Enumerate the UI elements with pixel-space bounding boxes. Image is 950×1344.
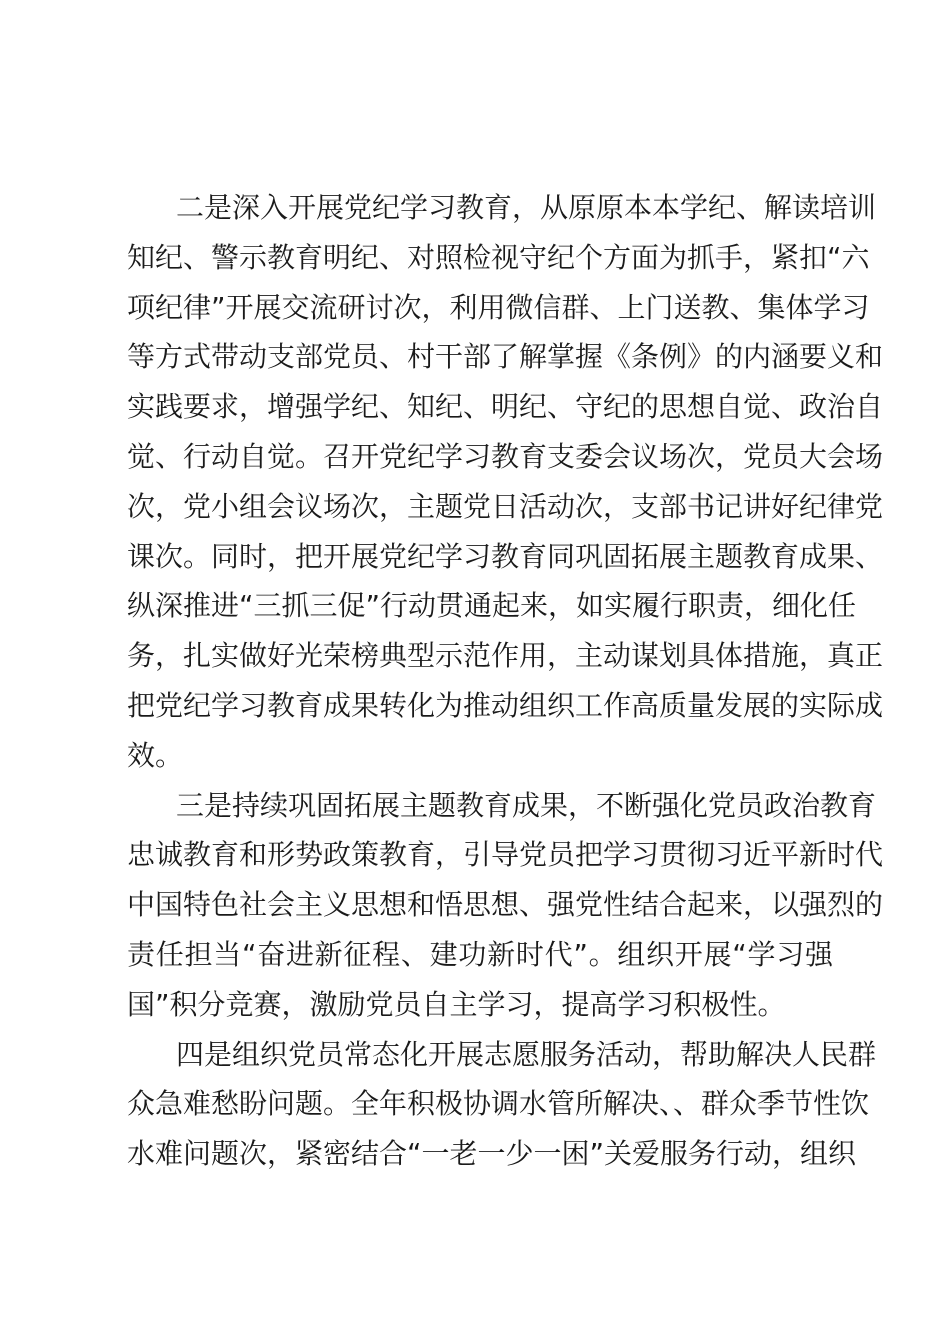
paragraph-line: 国”积分竞赛，激励党员自主学习，提高学习积极性。 xyxy=(127,987,786,1021)
paragraph-3 xyxy=(127,1030,877,1179)
paragraph-line: 责任担当“奋进新征程、建功新时代”。组织开展“学习强 xyxy=(127,937,833,971)
paragraph-line: 忠诚教育和形势政策教育，引导党员把学习贯彻习近平新时代 xyxy=(127,838,884,872)
paragraph-line: 次，党小组会议场次，主题党日活动次，支部书记讲好纪律党 xyxy=(127,489,884,523)
paragraph-line: 实践要求，增强学纪、知纪、明纪、守纪的思想自觉、政治自 xyxy=(127,390,884,424)
paragraph-1 xyxy=(127,183,884,781)
paragraph-line: 三是持续巩固拓展主题教育成果，不断强化党员政治教育 xyxy=(176,788,877,822)
paragraph-line: 务，扎实做好光荣榜典型示范作用，主动谋划具体措施，真正 xyxy=(127,639,884,673)
paragraph-line: 项纪律”开展交流研讨次，利用微信群、上门送教、集体学习 xyxy=(127,290,870,324)
paragraph-line: 水难问题次，紧密结合“一老一少一困”关爱服务行动，组织 xyxy=(127,1137,857,1171)
paragraph-line: 觉、行动自觉。召开党纪学习教育支委会议场次，党员大会场 xyxy=(127,439,884,473)
paragraph-line: 把党纪学习教育成果转化为推动组织工作高质量发展的实际成 xyxy=(127,688,884,722)
paragraph-line: 中国特色社会主义思想和悟思想、强党性结合起来，以强烈的 xyxy=(127,888,884,922)
paragraph-line: 课次。同时，把开展党纪学习教育同巩固拓展主题教育成果、 xyxy=(127,539,884,573)
paragraph-line: 四是组织党员常态化开展志愿服务活动，帮助解决人民群 xyxy=(176,1037,877,1071)
paragraph-line: 二是深入开展党纪学习教育，从原原本本学纪、解读培训 xyxy=(176,191,877,224)
document-body xyxy=(127,183,884,1179)
paragraph-line: 纵深推进“三抓三促”行动贯通起来，如实履行职责，细化任 xyxy=(127,589,857,623)
paragraph-line: 众急难愁盼问题。全年积极协调水管所解决、、群众季节性饮 xyxy=(127,1087,870,1121)
paragraph-2 xyxy=(127,781,884,1030)
paragraph-line: 等方式带动支部党员、村干部了解掌握《条例》的内涵要义和 xyxy=(127,340,884,374)
paragraph-line: 知纪、警示教育明纪、对照检视守纪个方面为抓手，紧扣“六 xyxy=(127,240,870,274)
paragraph-line: 效。 xyxy=(127,738,184,772)
